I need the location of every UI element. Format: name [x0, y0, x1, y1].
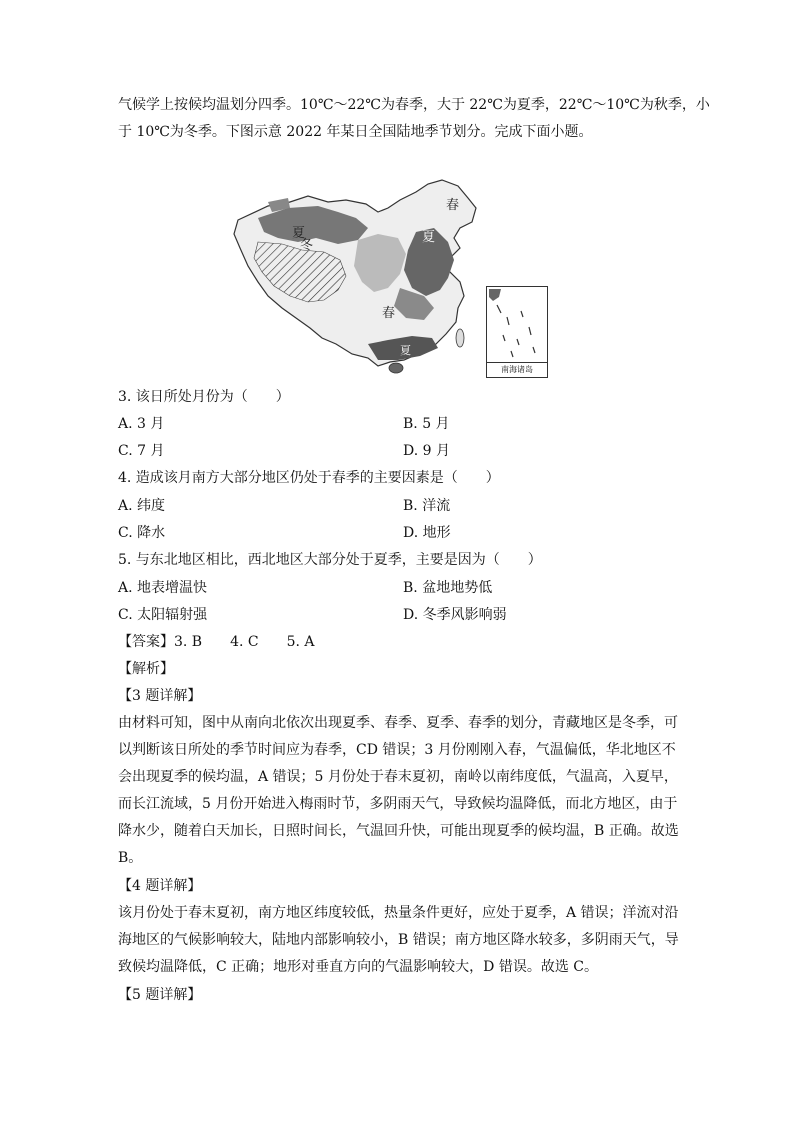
q4-option-a: A. 纬度	[118, 498, 166, 514]
q3-option-d: D. 9 月	[403, 443, 450, 459]
q5-option-d: D. 冬季风影响弱	[403, 607, 507, 623]
map-label-summer-northwest: 夏	[292, 226, 306, 241]
q4-detail-line-1: 该月份处于春末夏初，南方地区纬度较低，热量条件更好，应处于夏季，A 错误；洋流对沿	[118, 905, 679, 921]
analysis-heading: 【解析】	[118, 661, 174, 677]
q5-option-c: C. 太阳辐射强	[118, 607, 208, 623]
q4-stem: 4. 造成该月南方大部分地区仍处于春季的主要因素是（ ）	[118, 470, 500, 486]
q4-option-b: B. 洋流	[403, 498, 451, 514]
q3-detail-line-1: 由材料可知，图中从南向北依次出现夏季、春季、夏季、春季的划分，青藏地区是冬季，可	[118, 715, 678, 731]
q4-option-d: D. 地形	[403, 525, 451, 541]
q3-stem: 3. 该日所处月份为（ ）	[118, 389, 290, 405]
q5-option-a: A. 地表增温快	[118, 580, 208, 596]
inset-islands	[487, 287, 547, 363]
q4-option-c: C. 降水	[118, 525, 166, 541]
map-label-spring-northeast: 春	[446, 198, 460, 213]
q3-detail-heading: 【3 题详解】	[118, 688, 202, 704]
q3-option-c: C. 7 月	[118, 443, 165, 459]
q3-detail-line-3: 会出现夏季的候均温，A 错误；5 月份处于春末夏初，南岭以南纬度低，气温高，入夏早，	[118, 769, 678, 785]
q4-detail-heading: 【4 题详解】	[118, 878, 202, 894]
map-label-spring-south: 春	[382, 306, 396, 321]
south-china-sea-inset	[486, 286, 548, 378]
inset-label: 南海诸岛	[487, 362, 547, 377]
answer-line: 【答案】3. B 4. C 5. A	[118, 634, 315, 650]
q4-detail-line-2: 海地区的气候影响较大，陆地内部影响较小，B 错误；南方地区降水较多，多阴雨天气，导	[118, 932, 679, 948]
q3-option-a: A. 3 月	[118, 416, 165, 432]
q3-option-b: B. 5 月	[403, 416, 450, 432]
map-label-summer-south: 夏	[400, 344, 411, 357]
q4-detail-line-3: 致候均温降低，C 正确；地形对垂直方向的气温影响较大，D 错误。故选 C。	[118, 959, 598, 975]
map-label-winter: 冬	[300, 238, 314, 253]
intro-line-2: 于 10℃为冬季。下图示意 2022 年某日全国陆地季节划分。完成下面小题。	[118, 124, 593, 140]
q3-detail-line-5: 降水少，随着白天加长，日照时间长，气温回升快，可能出现夏季的候均温，B 正确。故选	[118, 823, 679, 839]
q5-detail-heading: 【5 题详解】	[118, 987, 202, 1003]
q5-stem: 5. 与东北地区相比，西北地区大部分处于夏季，主要是因为（ ）	[118, 552, 542, 568]
map-label-summer-east: 夏	[422, 230, 436, 245]
q3-detail-line-6: B。	[118, 850, 143, 866]
q3-detail-line-4: 而长江流域，5 月份开始进入梅雨时节，多阴雨天气，导致候均温降低，而北方地区，由于	[118, 796, 678, 812]
intro-line-1: 气候学上按候均温划分四季。10℃～22℃为春季，大于 22℃为夏季，22℃～10℃为秋季，小	[118, 97, 710, 113]
q5-option-b: B. 盆地地势低	[403, 580, 493, 596]
q3-detail-line-2: 以判断该日所处的季节时间应为春季，CD 错误；3 月份刚刚入春，气温偏低，华北地区不	[118, 742, 676, 758]
